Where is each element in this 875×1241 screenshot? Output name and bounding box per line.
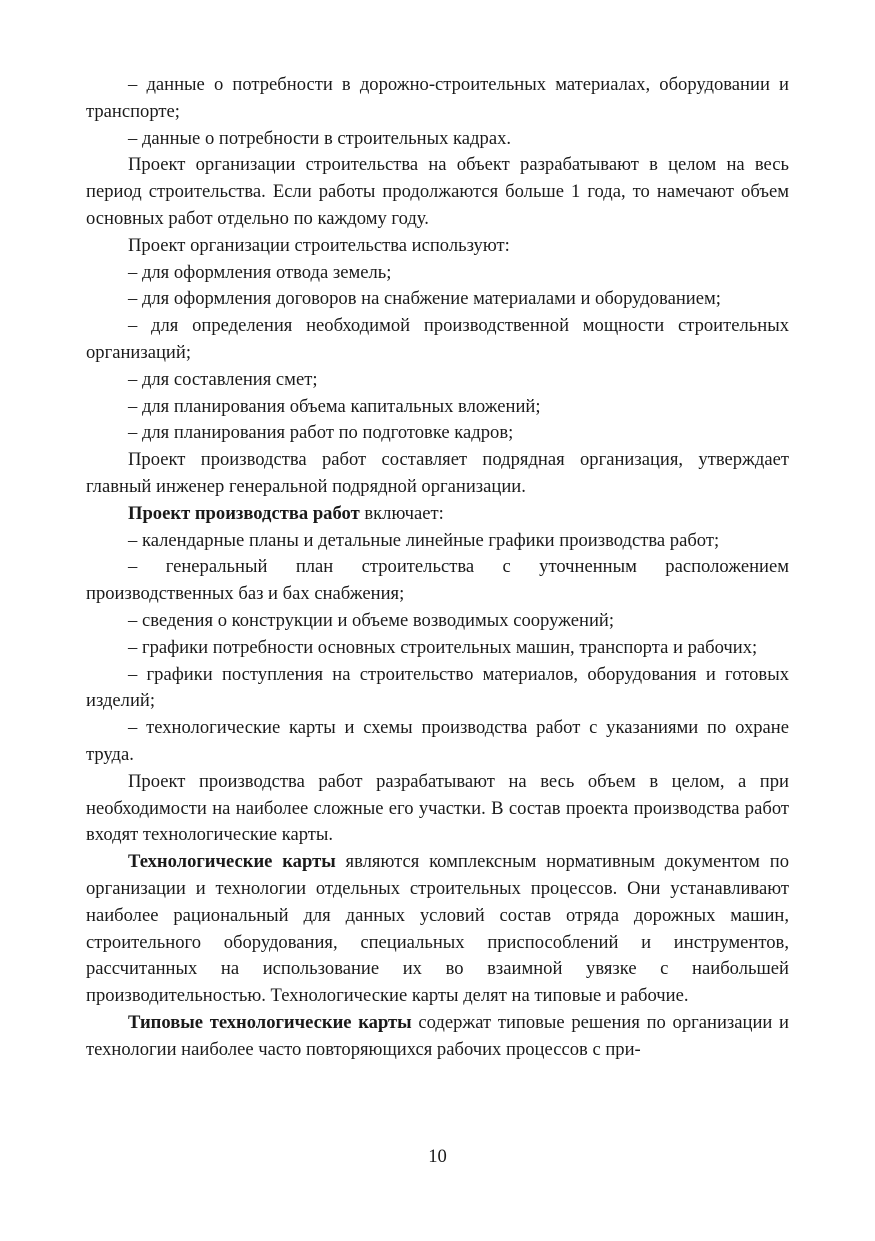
paragraph-text: – для определения необходимой производственной мощности строительных организаций;: [86, 315, 789, 363]
paragraph-ppr-includes: [86, 501, 789, 528]
paragraph-tech-cards: [86, 849, 789, 1010]
paragraph-text: – данные о потребности в дорожно-строительных материалах, оборудовании и транспорте;: [86, 74, 789, 122]
list-item-tech-cards: [86, 715, 789, 769]
paragraph-text: являются комплексным нормативным документом по организации и технологии отдельных строительных процессов. Они устанавливают наиболее рациональный для данных условий состав отряда дорожных машин, строительного оборудования, специальных приспособлений и инструментов, рассчитанных на использование их во взаимной увязке с наибольшей производительностью. Технологические карты делят на типовые и рабочие.: [86, 851, 789, 1007]
page-number: 10: [428, 1146, 447, 1167]
paragraph-text: – для планирования объема капитальных вложений;: [128, 395, 541, 417]
list-item-materials: [86, 72, 789, 126]
list-item-personnel: [86, 126, 789, 153]
list-item-investment: [86, 394, 789, 421]
list-item-estimates: [86, 367, 789, 394]
list-item-contracts: [86, 286, 789, 313]
list-item-capacity: [86, 313, 789, 367]
paragraph-text: – данные о потребности в строительных кадрах.: [128, 127, 512, 149]
paragraph-text: – графики поступления на строительство материалов, оборудования и готовых изделий;: [86, 663, 789, 712]
bold-term: Типовые технологические карты: [128, 1011, 412, 1033]
paragraph-pos-usage: [86, 233, 789, 260]
paragraph-text: Проект организации строительства на объект разрабатывают в целом на весь период строительства. Если работы продолжаются больше 1 года, то намечают объем основных работ отдельно по каждому году.: [86, 154, 789, 229]
bold-term: Технологические карты: [128, 851, 336, 873]
paragraph-text: Проект производства работ разрабатывают на весь объем в целом, а при необходимости на наиболее сложные его участки. В состав проекта производства работ входят технологические карты.: [86, 770, 789, 846]
list-item-deliveries: [86, 662, 789, 716]
paragraph-text: – технологические карты и схемы производства работ с указаниями по охране труда.: [86, 717, 789, 765]
paragraph-typical-cards: [86, 1010, 789, 1064]
list-item-structures: [86, 608, 789, 635]
list-item-general-plan: [86, 554, 789, 608]
paragraph-ppr-scope: [86, 769, 789, 849]
paragraph-text: – для оформления договоров на снабжение материалами и оборудованием;: [128, 288, 721, 310]
paragraph-text: – для составления смет;: [128, 368, 318, 390]
paragraph-text: Проект организации строительства используют:: [128, 234, 510, 256]
paragraph-text: включает:: [359, 502, 444, 524]
paragraph-text: Проект производства работ составляет подрядная организация, утверждает главный инженер генеральной подрядной организации.: [86, 449, 789, 497]
list-item-training: [86, 420, 789, 447]
paragraph-text: – графики потребности основных строительных машин, транспорта и рабочих;: [128, 636, 758, 658]
paragraph-text: – для планирования работ по подготовке кадров;: [128, 422, 514, 444]
paragraph-text: – календарные планы и детальные линейные графики производства работ;: [128, 529, 720, 551]
list-item-schedules: [86, 528, 789, 555]
paragraph-text: содержат типовые решения по организации и технологии наиболее часто повторяющихся рабочих процессов с при-: [86, 1011, 789, 1060]
paragraph-ppr-approval: [86, 447, 789, 501]
bold-term: Проект производства работ: [128, 502, 360, 524]
document-body: [86, 72, 789, 1063]
paragraph-text: – для оформления отвода земель;: [128, 261, 392, 283]
paragraph-text: – сведения о конструкции и объеме возводимых сооружений;: [128, 609, 615, 631]
paragraph-pos-period: [86, 152, 789, 232]
list-item-machines: [86, 635, 789, 662]
paragraph-text: – генеральный план строительства с уточненным расположением производственных баз и бах снабжения;: [86, 556, 789, 605]
list-item-land: [86, 260, 789, 287]
